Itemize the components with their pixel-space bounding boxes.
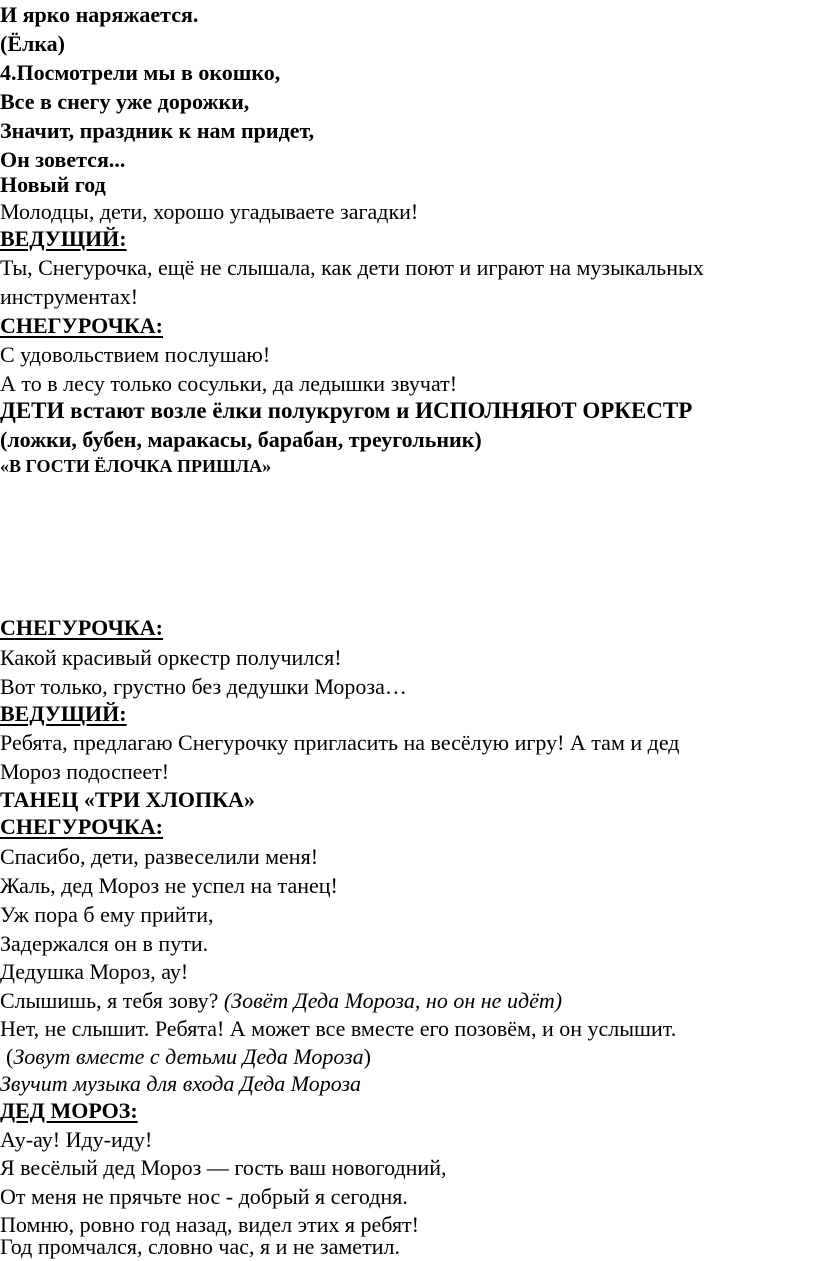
dialogue-line: Ты, Снегурочка, ещё не слышала, как дети поют и играют на музыкальных: [0, 255, 704, 280]
speaker-heading: ВЕДУЩИЙ:: [0, 226, 127, 251]
dance-title: ТАНЕЦ «ТРИ ХЛОПКА»: [0, 787, 255, 812]
stage-direction: (ложки, бубен, маракасы, барабан, треугольник): [0, 427, 482, 452]
riddle-line: 4.Посмотрели мы в окошко,: [0, 60, 281, 85]
speaker-heading: СНЕГУРОЧКА:: [0, 313, 164, 338]
dialogue-line: Дедушка Мороз, ау!: [0, 959, 189, 984]
stage-note: (Зовёт Деда Мороза, но он не идёт): [223, 988, 563, 1013]
speaker-heading: СНЕГУРОЧКА:: [0, 814, 164, 839]
dialogue-line: Уж пора б ему прийти,: [0, 902, 214, 927]
speaker-heading: ВЕДУЩИЙ:: [0, 701, 127, 726]
stage-direction: Звучит музыка для входа Деда Мороза: [0, 1071, 362, 1096]
riddle-line: Все в снегу уже дорожки,: [0, 89, 250, 114]
riddle-answer: (Ёлка): [0, 31, 66, 56]
praise-line: Молодцы, дети, хорошо угадываете загадки!: [0, 199, 419, 224]
paren-open: (: [6, 1044, 14, 1069]
song-title: «В ГОСТИ ЁЛОЧКА ПРИШЛА»: [0, 456, 272, 476]
riddle-answer: Новый год: [0, 172, 106, 197]
riddle-line: Он зовется...: [0, 147, 126, 172]
dialogue-line: Вот только, грустно без дедушки Мороза…: [0, 674, 407, 699]
dialogue-line: Ау-ау! Иду-иду!: [0, 1127, 153, 1152]
riddle-line: И ярко наряжается.: [0, 2, 199, 27]
stage-direction: ДЕТИ встают возле ёлки полукругом и ИСПОЛНЯЮТ ОРКЕСТР: [0, 398, 693, 423]
riddle-line: Значит, праздник к нам придет,: [0, 118, 315, 143]
dialogue-line: Задержался он в пути.: [0, 931, 209, 956]
dialogue-line: Спасибо, дети, развеселили меня!: [0, 844, 319, 869]
dialogue-line: От меня не прячьте нос - добрый я сегодня.: [0, 1184, 408, 1209]
dialogue-line: [0, 986, 562, 1015]
speaker-heading: СНЕГУРОЧКА:: [0, 615, 164, 640]
dialogue-line: Год промчался, словно час, я и не заметил.: [0, 1234, 400, 1259]
dialogue-line: Ребята, предлагаю Снегурочку пригласить на весёлую игру! А там и дед: [0, 730, 680, 755]
dialogue-line: Какой красивый оркестр получился!: [0, 645, 342, 670]
dialogue-line: Нет, не слышит. Ребята! А может все вместе его позовём, и он услышит.: [0, 1016, 677, 1041]
dialogue-line: Мороз подоспеет!: [0, 759, 170, 784]
paren-close: ): [363, 1044, 371, 1069]
stage-note: Зовут вместе с детьми Деда Мороза: [13, 1044, 364, 1069]
stage-direction: [6, 1042, 371, 1071]
dialogue-line: Жаль, дед Мороз не успел на танец!: [0, 873, 338, 898]
dialogue-line: С удовольствием послушаю!: [0, 342, 271, 367]
dialogue-line: А то в лесу только сосульки, да ледышки звучат!: [0, 371, 458, 396]
dialogue-line: Помню, ровно год назад, видел этих я ребят!: [0, 1212, 419, 1237]
dialogue-line: инструментах!: [0, 284, 139, 309]
dialogue-text: Слышишь, я тебя зову?: [0, 988, 219, 1013]
dialogue-line: Я весёлый дед Мороз — гость ваш новогодний,: [0, 1155, 447, 1180]
speaker-heading: ДЕД МОРОЗ:: [0, 1098, 138, 1123]
